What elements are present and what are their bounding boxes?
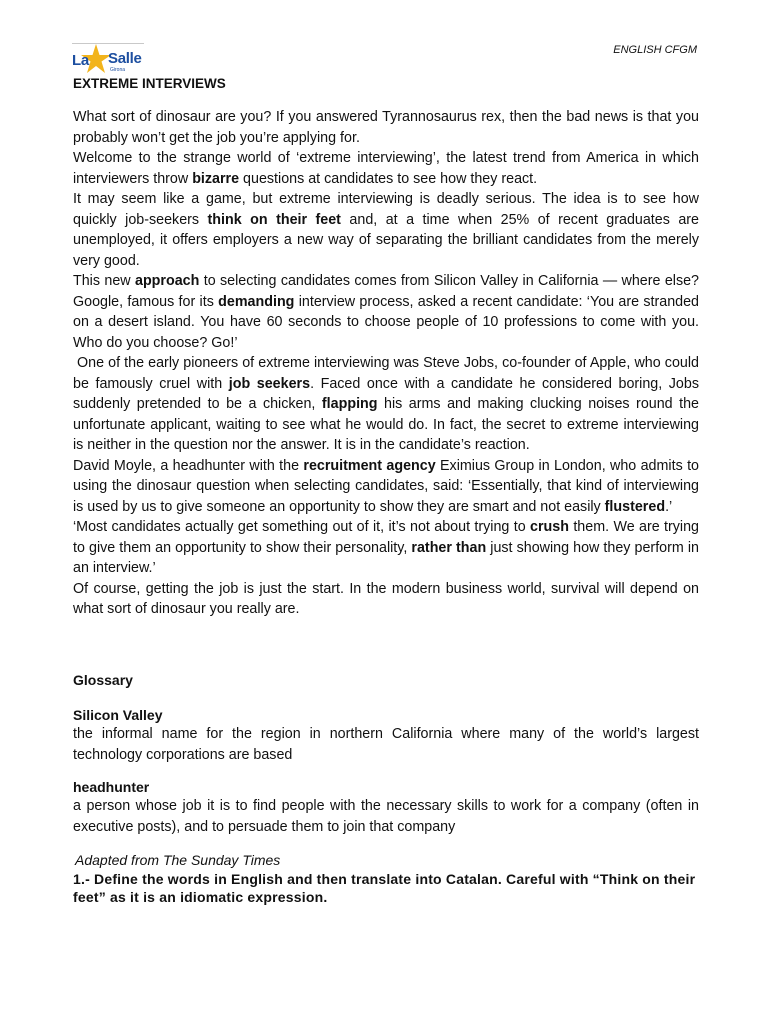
paragraph-8: Of course, getting the job is just the start. In the modern business world, survival will depend on what sort of dinosaur you really are. (73, 580, 699, 617)
vocab-recruitment-agency: recruitment agency (303, 457, 436, 474)
paragraph-1: What sort of dinosaur are you? If you answered Tyrannosaurus rex, then the bad news is that you probably won’t get the job you’re applying for. (73, 109, 699, 146)
vocab-rather-than: rather than (411, 539, 487, 556)
vocab-bizarre: bizarre (192, 170, 240, 187)
glossary-heading: Glossary (73, 672, 133, 688)
vocab-job-seekers: job seekers (228, 375, 311, 392)
vocab-think-on-their-feet: think on their feet (207, 211, 341, 228)
vocab-flustered: flustered (604, 498, 666, 515)
logo-text-salle: Salle (108, 50, 142, 67)
paragraph-2: Welcome to the strange world of ‘extreme interviewing’, the latest trend from America in which interviewers throw bizarre questions at candidates to see how they react. (73, 150, 699, 187)
source-attribution: Adapted from The Sunday Times (75, 852, 281, 868)
glossary-term: Silicon Valley (73, 707, 163, 723)
logo-text-la: La (72, 52, 89, 69)
glossary-definition: a person whose job it is to find people with the necessary skills to work for a company (often in executive posts), and to persuade them to join that company (73, 798, 699, 835)
vocab-demanding: demanding (218, 293, 295, 310)
exercise-instruction: 1.- Define the words in English and then translate into Catalan. Careful with “Think on their feet” as it is an idiomatic expression. (73, 871, 696, 905)
glossary-term: headhunter (73, 779, 150, 795)
paragraph-4: This new approach to selecting candidates comes from Silicon Valley in California — where else? Google, famous for its demanding interview process, asked a recent candidate: ‘You are stranded on a desert island. You have 60 seconds to choose people of 10 professions to come with you. Who do you choose? Go!’ (73, 273, 699, 351)
paragraph-7: ‘Most candidates actually get something out of it, it’s not about trying to crush them. We are trying to give them an opportunity to show their personality, rather than just showing how they perform in an interview.’ (73, 519, 699, 576)
paragraph-3: It may seem like a game, but extreme interviewing is deadly serious. The idea is to see how quickly job-seekers think on their feet and, at a time when 25% of recent graduates are unemployed, it offers employers a new way of separating the brilliant candidates from the merely very good. (73, 191, 699, 269)
course-label: ENGLISH CFGM (613, 44, 697, 56)
vocab-crush: crush (530, 519, 569, 535)
paragraph-6: David Moyle, a headhunter with the recruitment agency Eximius Group in London, who admits to using the dinosaur question when selecting candidates, said: ‘Essentially, that kind of interviewing is used by us to give someone an opportunity to show they are smart and not easily flustered.’ (73, 457, 699, 515)
vocab-approach: approach (135, 273, 200, 289)
paragraph-5: One of the early pioneers of extreme interviewing was Steve Jobs, co-founder of Apple, who could be famously cruel with job seekers. Faced once with a candidate he considered boring, Jobs suddenly pretended to be a chicken, flapping his arms and making clucking noises round the unfortunate applicant, waiting to see what he would do. In fact, the secret to extreme interviewing is neither in the question nor the answer. It is in the candidate’s reaction. (73, 355, 700, 453)
vocab-flapping: flapping (321, 396, 378, 412)
logo-subtext: Girona (110, 67, 126, 73)
document-title: EXTREME INTERVIEWS (73, 76, 226, 91)
la-salle-logo (70, 44, 150, 76)
article-body (73, 107, 699, 620)
glossary-definition: the informal name for the region in northern California where many of the world’s largest technology corporations are based (73, 726, 699, 763)
